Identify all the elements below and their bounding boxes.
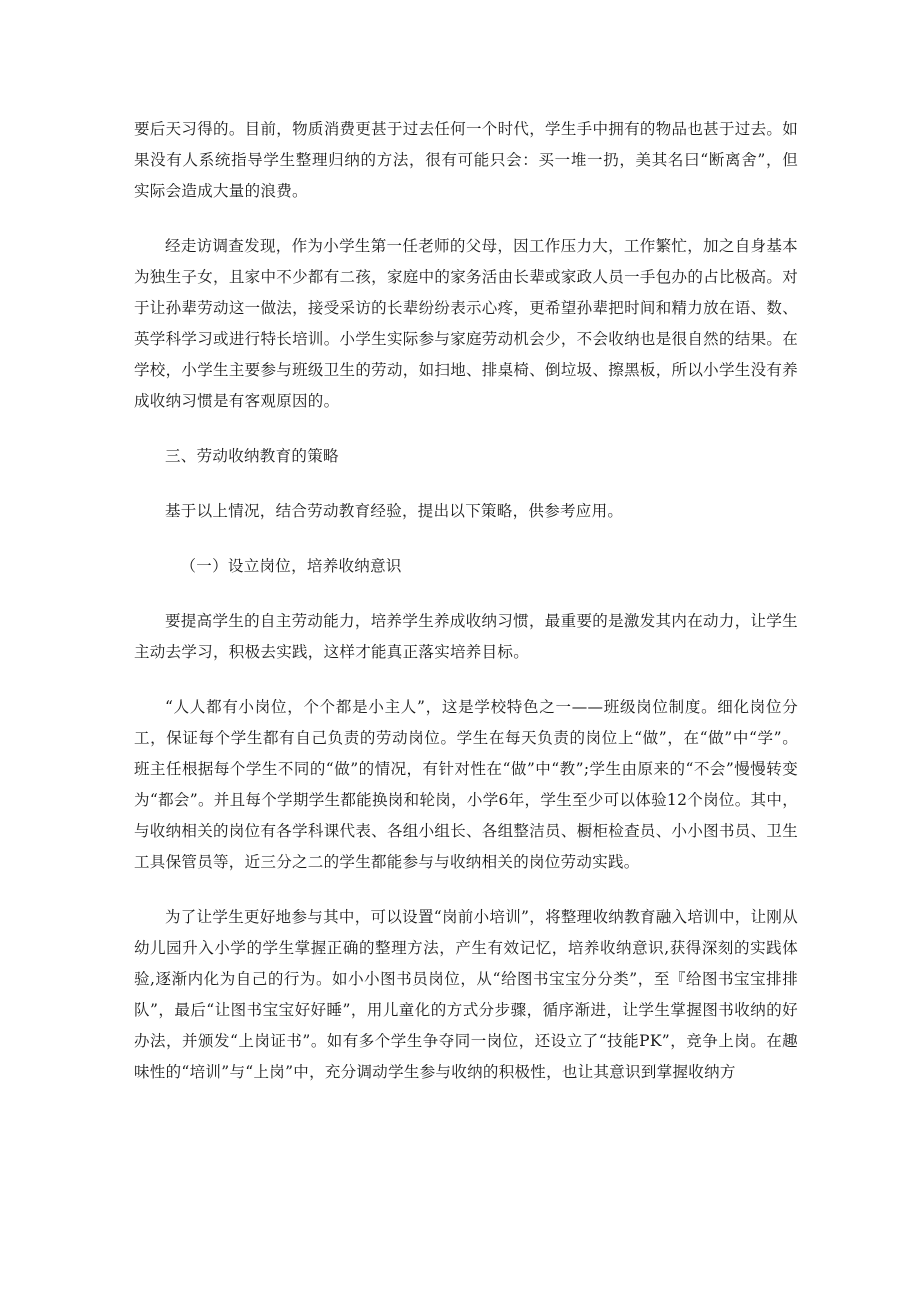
paragraph-pre-training: 为了让学生更好地参与其中，可以设置“岗前小培训”，将整理收纳教育融入培训中，让刚从幼儿园升入小学的学生掌握正确的整理方法，产生有效记忆，培养收纳意识,获得深刻的实践体验,逐渐内化为自己的行为。如小小图书员岗位，从“给图书宝宝分分类”，至『给图书宝宝排排队”，最后“让图书宝宝好好睡”，用儿童化的方式分步骤，循序渐进，让学生掌握图书收纳的好办法，并颁发“上岗证书”。如有多个学生争夺同一岗位，还设立了“技能PK”，竞争上岗。在趣味性的“培训”与“上岗”中，充分调动学生参与收纳的积极性，也让其意识到掌握收纳方 [134,908,798,1081]
subsection-heading-positions: （一）设立岗位，培养收纳意识 [180,557,402,575]
paragraph-class-positions: “人人都有小岗位，个个都是小主人”，这是学校特色之一——班级岗位制度。细化岗位分工，保证每个学生都有自己负责的劳动岗位。学生在每天负责的岗位上“做”，在“做”中“学”。班主任根据每个学生不同的“做”的情况，有针对性在“做”中“教”;学生由原来的“不会”慢慢转变为“都会”。并且每个学期学生都能换岗和轮岗，小学6年，学生至少可以体验12个岗位。其中，与收纳相关的岗位有各学科课代表、各组小组长、各组整洁员、橱柜检查员、小小图书员、卫生工具保管员等，近三分之二的学生都能参与与收纳相关的岗位劳动实践。 [134,698,798,871]
paragraph-continued: 要后天习得的。目前，物质消费更甚于过去任何一个时代，学生手中拥有的物品也甚于过去。如果没有人系统指导学生整理归纳的方法，很有可能只会：买一堆一扔，美其名曰“断离舍”，但实际会造成大量的浪费。 [134,120,798,200]
document-body [134,114,798,1112]
paragraph-strategies-intro: 基于以上情况，结合劳动教育经验，提出以下策略，供参考应用。 [165,502,624,520]
section-heading-strategies: 三、劳动收纳教育的策略 [165,447,339,465]
paragraph-motivation: 要提高学生的自主劳动能力，培养学生养成收纳习惯，最重要的是激发其内在动力，让学生主动去学习，积极去实践，这样才能真正落实培养目标。 [134,612,798,661]
paragraph-survey-findings: 经走访调查发现，作为小学生第一任老师的父母，因工作压力大，工作繁忙，加之自身基本为独生子女，且家中不少都有二孩，家庭中的家务活由长辈或家政人员一手包办的占比极高。对于让孙辈劳动这一做法，接受采访的长辈纷纷表示心疼，更希望孙辈把时间和精力放在语、数、英学科学习或进行特长培训。小学生实际参与家庭劳动机会少，不会收纳也是很自然的结果。在学校，小学生主要参与班级卫生的劳动，如扫地、排桌椅、倒垃圾、擦黑板，所以小学生没有养成收纳习惯是有客观原因的。 [134,237,798,410]
